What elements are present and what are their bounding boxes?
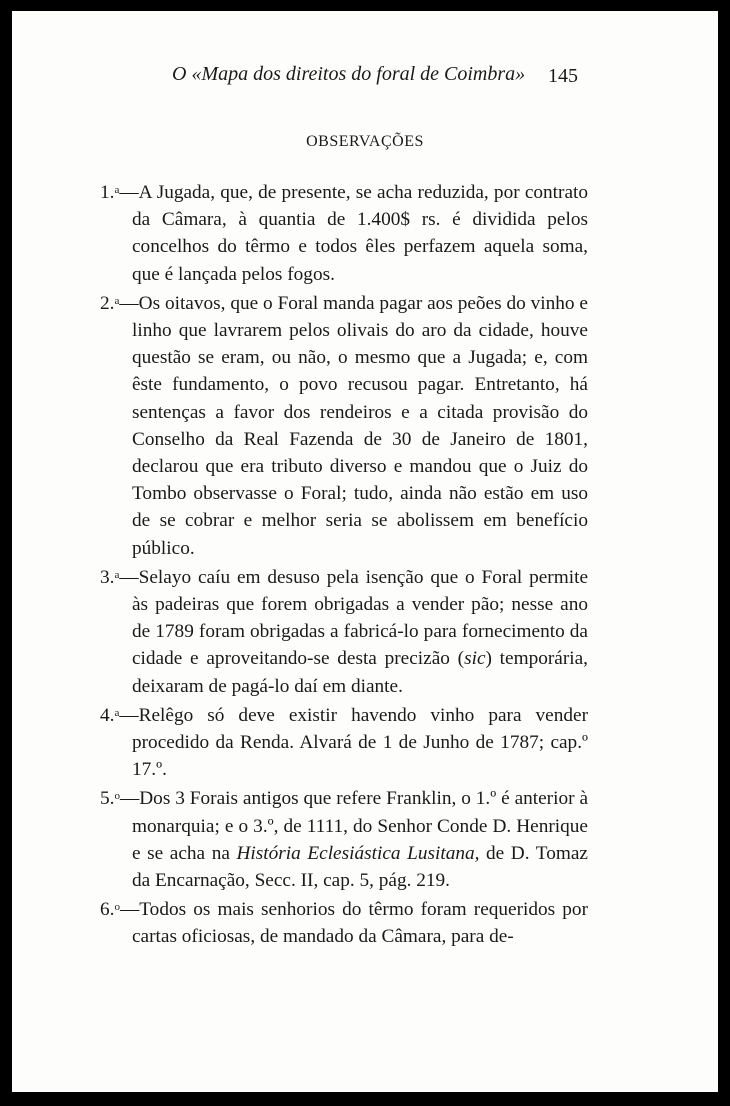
observation-6	[100, 894, 588, 950]
observation-text-cont: de D. Tomaz da Encarnação, Secc. II, cap. 5, pág. 219.	[132, 842, 588, 892]
observation-4	[100, 700, 588, 784]
observation-number: 1.$^a$	[100, 182, 120, 203]
observation-text: —Selayo caíu em desuso pela isenção que o Foral permite às padeiras que forem obrigadas a vender pão; nesse ano de 1789 foram obrigadas a fabricá-lo para fornecimento da cidade e aproveitando-se desta precizão (	[119, 566, 588, 670]
observation-text: —Todos os mais senhorios do têrmo foram requeridos por cartas oficiosas, de mandado da Câmara, para de-	[119, 899, 588, 948]
observation-text: —Relêgo só deve existir havendo vinho para vender procedido da Renda. Alvará de 1 de Junho de 1787; cap.º 17.º.	[119, 704, 588, 781]
page-number: 145	[548, 65, 578, 87]
observation-1	[100, 177, 588, 288]
observation-text-cont: ) temporária, deixaram de pagá-lo daí em diante.	[132, 648, 588, 697]
observation-3	[100, 562, 588, 700]
observation-number: 6.$^o$	[100, 899, 120, 921]
observation-2	[100, 288, 588, 562]
observation-number: 2.$^a$	[100, 292, 120, 314]
section-title: OBSERVAÇÕES	[306, 133, 424, 150]
observation-italic: História Eclesiástica Lusitana,	[236, 842, 480, 864]
observation-italic: sic	[464, 648, 486, 670]
observation-text: —Os oitavos, que o Foral manda pagar aos peões do vinho e linho que lavrarem pelos olivais do aro da cidade, houve questão se eram, ou não, o mesmo que a Jugada; e, com êste fundamento, o povo recusou pagar. Entretanto, há sentenças a favor dos rendeiros e a citada provisão do Conselho da Real Fazenda de 30 de Janeiro de 1801, declarou que era tributo diverso e mandou que o Juiz do Tombo observasse o Foral; tudo, ainda não estão em uso de se cobrar e melhor seria se abolissem em benefício público.	[119, 292, 588, 559]
observation-number: 5.$^o$	[100, 788, 120, 810]
observation-text: —A Jugada, que, de presente, se acha reduzida, por contrato da Câmara, à quantia de 1.400$ rs. é dividida pelos concelhos do têrmo e todos êles perfazem aquela soma, que é lançada pelos fogos.	[119, 182, 588, 285]
observation-number: 4.$^a$	[100, 704, 120, 726]
observation-text: —Dos 3 Forais antigos que refere Franklin, o 1.º é anterior à monarquia; e o 3.º, de 1111, do Senhor Conde D. Henrique e se acha na	[119, 788, 588, 864]
running-title: O «Mapa dos direitos do foral de Coimbra»	[172, 63, 526, 85]
observation-5	[100, 783, 588, 894]
observation-number: 3.$^a$	[100, 566, 120, 588]
observations-list	[100, 177, 588, 951]
